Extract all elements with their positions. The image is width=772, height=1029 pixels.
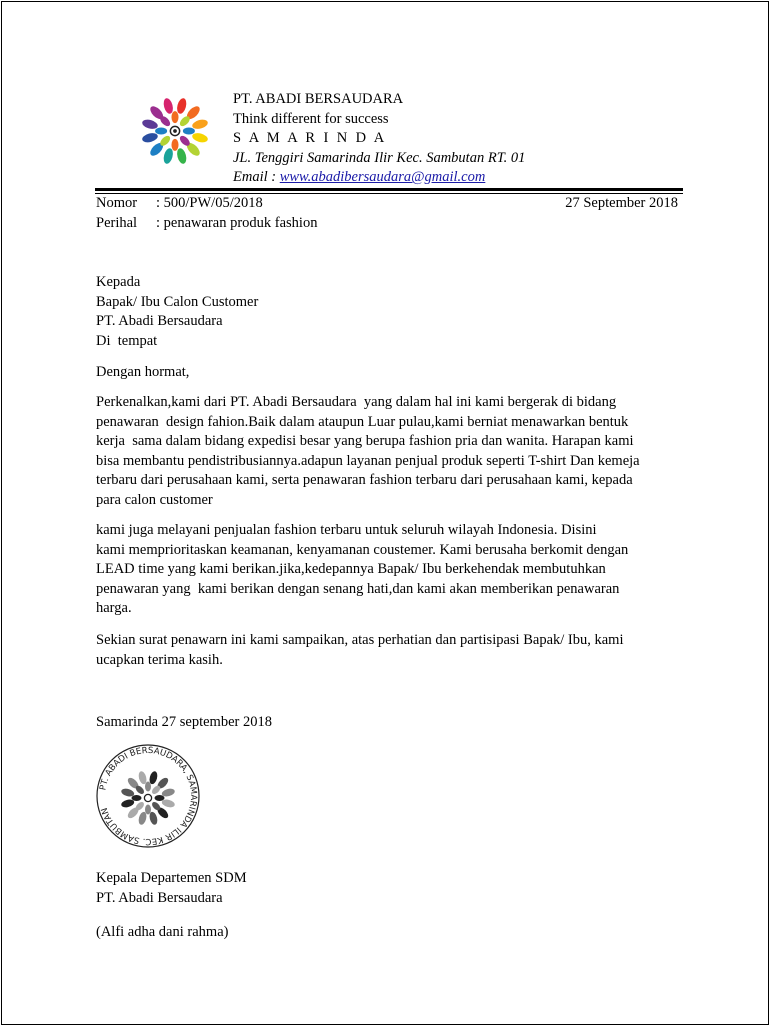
nomor-row: [96, 195, 678, 212]
place-date: [96, 713, 696, 733]
company-address: JL. Tenggiri Samarinda Ilir Kec. Sambutan RT. 01: [233, 149, 526, 166]
paragraph-line: kami juga melayani penjualan fashion terbaru untuk seluruh wilayah Indonesia. Disini: [96, 522, 597, 538]
company-city: S A M A R I N D A: [233, 130, 387, 146]
perihal-label: Perihal: [96, 215, 138, 231]
letter-page: [1, 1, 769, 1025]
paragraph-2: [96, 521, 696, 619]
paragraph-line: ucapkan terima kasih.: [96, 651, 223, 668]
signature-name-block: [96, 923, 696, 943]
seal-ring-text: PT. ABADI BERSAUDARA, SAMARINDA ILIR KEC. SAMBUTAN: [98, 745, 199, 847]
company-stamp-seal: [94, 742, 202, 850]
paragraph-3: [96, 631, 696, 670]
paragraph-line: penawaran yang kami berikan dengan senang hati,dan kami akan memberikan penawaran: [96, 580, 620, 597]
header-rule-thin: [95, 193, 683, 194]
paragraph-1: [96, 393, 696, 511]
perihal-value: : penawaran produk fashion: [156, 215, 318, 231]
paragraph-line: harga.: [96, 600, 132, 617]
letterhead: [233, 90, 525, 188]
nomor-value: : 500/PW/05/2018: [156, 195, 263, 211]
paragraph-line: Perkenalkan,kami dari PT. Abadi Bersaudara yang dalam hal ini kami bergerak di bidang: [96, 394, 617, 410]
letter-date: 27 September 2018: [565, 195, 678, 211]
signature-position: Kepala Departemen SDM: [96, 870, 247, 886]
paragraph-line: kerja sama dalam bidang expedisi besar yang berupa fashion pria dan wanita. Harapan kami: [96, 433, 634, 450]
paragraph-line: Sekian surat penawarn ini kami sampaikan, atas perhatian dan partisipasi Bapak/ Ibu, kami: [96, 632, 624, 648]
recipient-line: Di tempat: [96, 332, 158, 349]
paragraph-line: para calon customer: [96, 491, 213, 508]
company-tagline: Think different for success: [233, 110, 389, 127]
perihal-row: [96, 215, 678, 232]
recipient-block: [96, 273, 696, 351]
company-name: PT. ABADI BERSAUDARA: [233, 91, 404, 107]
greeting: [96, 363, 696, 383]
paragraph-line: penawaran design fahion.Baik dalam ataupun Luar pulau,kami berniat menawarkan bentuk: [96, 413, 629, 430]
header-rule-thick: [95, 188, 683, 191]
email-label: Email :: [233, 169, 280, 185]
recipient-line: Kepada: [96, 274, 141, 290]
paragraph-line: terbaru dari perusahaan kami, serta penawaran fashion terbaru dari perusahaan kami, kepada: [96, 472, 633, 489]
recipient-line: PT. Abadi Bersaudara: [96, 313, 223, 330]
greeting-text: Dengan hormat,: [96, 364, 190, 380]
company-logo-flower-icon: [138, 94, 212, 168]
paragraph-line: LEAD time yang kami berikan.jika,kedepannya Bapak/ Ibu berkehendak membutuhkan: [96, 561, 606, 578]
signature-name: (Alfi adha dani rahma): [96, 924, 229, 940]
signature-block: [96, 869, 696, 908]
signature-company: PT. Abadi Bersaudara: [96, 889, 223, 906]
nomor-label: Nomor: [96, 195, 138, 211]
email-link[interactable]: www.abadibersaudara@gmail.com: [279, 169, 486, 185]
recipient-line: Bapak/ Ibu Calon Customer: [96, 293, 259, 310]
place-date-text: Samarinda 27 september 2018: [96, 714, 272, 730]
paragraph-line: kami memprioritaskan keamanan, kenyamanan coustemer. Kami berusaha berkomit dengan: [96, 541, 629, 558]
paragraph-line: bisa membantu pendistribusiannya.adapun layanan penjual produk seperti T-shirt Dan kemeja: [96, 452, 640, 469]
company-email-line: [233, 168, 525, 188]
